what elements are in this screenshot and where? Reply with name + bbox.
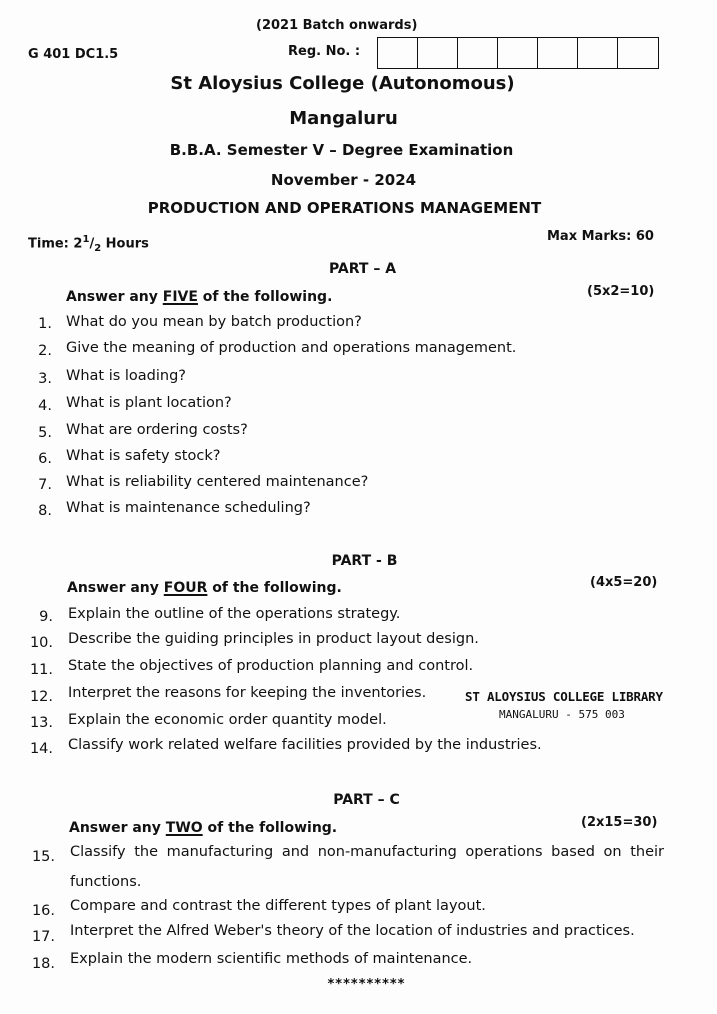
question-number: 12. bbox=[29, 689, 53, 705]
time-label: Time: 2 bbox=[28, 236, 83, 252]
question-text-continued: functions. bbox=[70, 874, 142, 890]
reg-box bbox=[618, 38, 658, 68]
question-number: 9. bbox=[39, 609, 53, 625]
batch-note: (2021 Batch onwards) bbox=[256, 18, 418, 33]
question-number: 11. bbox=[29, 662, 53, 678]
reg-box bbox=[378, 38, 418, 68]
reg-box bbox=[498, 38, 538, 68]
reg-box bbox=[578, 38, 618, 68]
question-number: 1. bbox=[38, 316, 52, 332]
question-text: What is loading? bbox=[66, 368, 187, 384]
question-number: 10. bbox=[29, 635, 53, 651]
question-number: 17. bbox=[31, 929, 55, 945]
question-number: 14. bbox=[29, 741, 53, 757]
question-text: What is safety stock? bbox=[66, 448, 221, 464]
part-b-instruction bbox=[67, 580, 342, 596]
reg-box bbox=[458, 38, 498, 68]
question-text: Compare and contrast the different types of plant layout. bbox=[70, 898, 486, 914]
part-b-marks: (4x5=20) bbox=[590, 575, 658, 590]
part-b-title: PART - B bbox=[331, 553, 398, 569]
question-number: 3. bbox=[38, 371, 52, 387]
question-text: Explain the modern scientific methods of maintenance. bbox=[70, 951, 473, 967]
part-c-instruction bbox=[69, 820, 337, 836]
question-text: What are ordering costs? bbox=[66, 422, 248, 438]
question-text: State the objectives of production planning and control. bbox=[68, 658, 474, 674]
instruction-count: TWO bbox=[165, 820, 203, 836]
exam-title: B.B.A. Semester V – Degree Examination bbox=[169, 141, 514, 159]
college-name: St Aloysius College (Autonomous) bbox=[170, 73, 515, 94]
question-text: Interpret the reasons for keeping the inventories. bbox=[68, 685, 427, 701]
max-marks: Max Marks: 60 bbox=[547, 229, 654, 244]
time-unit: Hours bbox=[101, 236, 149, 252]
part-c-marks: (2x15=30) bbox=[581, 815, 658, 830]
question-number: 6. bbox=[38, 451, 52, 467]
reg-no-boxes bbox=[377, 37, 659, 69]
question-number: 2. bbox=[38, 343, 52, 359]
reg-box bbox=[538, 38, 578, 68]
paper-code: G 401 DC1.5 bbox=[28, 47, 119, 62]
question-number: 7. bbox=[38, 477, 52, 493]
question-text: Classify work related welfare facilities provided by the industries. bbox=[68, 737, 542, 753]
instruction-text: of the following. bbox=[202, 820, 338, 836]
reg-box bbox=[418, 38, 458, 68]
exam-time: Time: $2^1/_2$ Hours bbox=[28, 234, 149, 254]
reg-no-label: Reg. No. : bbox=[288, 44, 361, 59]
instruction-count: FOUR bbox=[163, 580, 208, 596]
instruction-text: of the following. bbox=[197, 289, 333, 305]
college-city: Mangaluru bbox=[289, 108, 398, 129]
part-a-title: PART – A bbox=[328, 261, 397, 277]
question-number: 18. bbox=[31, 956, 55, 972]
subject-title: PRODUCTION AND OPERATIONS MANAGEMENT bbox=[147, 199, 542, 217]
end-of-paper-marker: ********** bbox=[327, 977, 406, 992]
question-text: Give the meaning of production and operations management. bbox=[66, 340, 517, 356]
question-text: What is maintenance scheduling? bbox=[66, 500, 311, 516]
question-text: Describe the guiding principles in product layout design. bbox=[68, 631, 479, 647]
question-number: 4. bbox=[38, 398, 52, 414]
question-text: What is reliability centered maintenance? bbox=[66, 474, 369, 490]
question-text: What do you mean by batch production? bbox=[66, 314, 362, 330]
question-number: 5. bbox=[38, 425, 52, 441]
instruction-text: Answer any bbox=[67, 580, 164, 596]
exam-session: November - 2024 bbox=[270, 171, 417, 189]
instruction-text: Answer any bbox=[66, 289, 163, 305]
part-c-title: PART – C bbox=[333, 792, 400, 808]
part-a-instruction bbox=[66, 289, 332, 305]
time-fraction-numerator: 1 bbox=[82, 234, 90, 245]
library-stamp-address: MANGALURU - 575 003 bbox=[499, 708, 625, 721]
time-fraction-denominator: 2 bbox=[94, 242, 102, 254]
question-text: What is plant location? bbox=[66, 395, 232, 411]
instruction-text: of the following. bbox=[207, 580, 342, 596]
question-text: Explain the outline of the operations strategy. bbox=[68, 606, 401, 622]
question-number: 13. bbox=[29, 715, 53, 731]
instruction-text: Answer any bbox=[69, 820, 166, 836]
part-a-marks: (5x2=10) bbox=[587, 284, 655, 299]
question-number: 8. bbox=[38, 503, 52, 519]
instruction-count: FIVE bbox=[162, 289, 198, 305]
library-stamp-name: ST ALOYSIUS COLLEGE LIBRARY bbox=[465, 689, 663, 704]
question-number: 15. bbox=[31, 849, 55, 865]
question-number: 16. bbox=[31, 903, 55, 919]
question-text: Classify the manufacturing and non-manufacturing operations based on their bbox=[70, 844, 664, 860]
question-text: Explain the economic order quantity model. bbox=[68, 712, 387, 728]
question-text: Interpret the Alfred Weber's theory of the location of industries and practices. bbox=[70, 923, 635, 939]
